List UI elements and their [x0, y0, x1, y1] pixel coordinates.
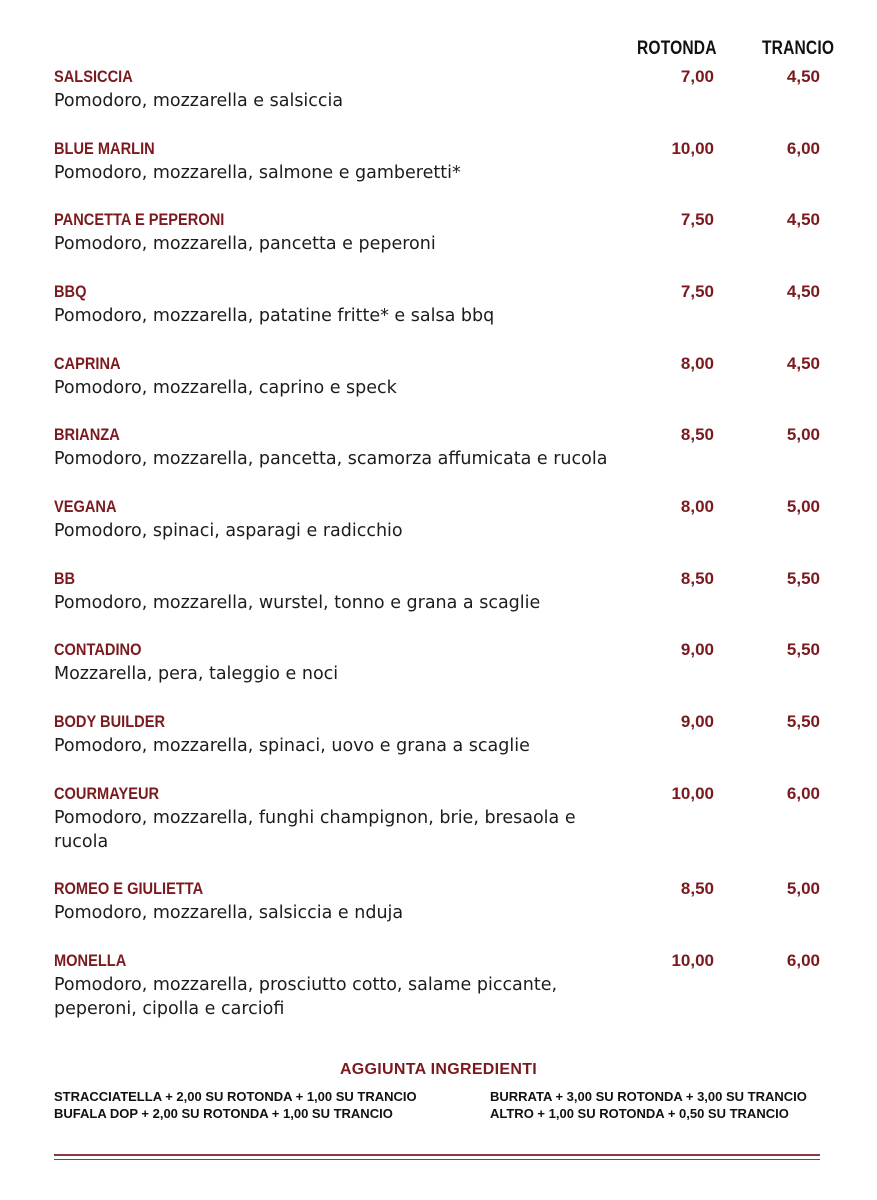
extra-line: BUFALA DOP + 2,00 SU ROTONDA + 1,00 SU TRANCIO [54, 1106, 393, 1121]
item-description: Pomodoro, mozzarella, spinaci, uovo e grana a scaglie [54, 736, 530, 756]
price-trancio: 5,50 [786, 640, 820, 659]
extra-line: BURRATA + 3,00 SU ROTONDA + 3,00 SU TRANCIO [490, 1089, 807, 1104]
extra-line: ALTRO + 1,00 SU ROTONDA + 0,50 SU TRANCIO [490, 1106, 789, 1121]
price-rotonda: 10,00 [671, 784, 714, 803]
item-name: VEGANA [54, 497, 117, 516]
price-trancio: 5,50 [786, 712, 820, 731]
item-description: Pomodoro, mozzarella e salsiccia [54, 91, 344, 111]
footer-divider [54, 1159, 820, 1160]
extras-left [54, 1088, 417, 1122]
price-rotonda: 8,50 [680, 569, 714, 588]
menu-item [54, 712, 844, 758]
item-name: PANCETTA E PEPERONI [54, 210, 225, 229]
menu-item [54, 210, 844, 256]
menu-item [54, 282, 844, 328]
price-trancio: 6,00 [786, 951, 820, 970]
extras-right [490, 1088, 807, 1122]
price-trancio: 5,50 [786, 569, 820, 588]
item-description: Pomodoro, mozzarella, pancetta e peperoni [54, 234, 436, 254]
price-trancio: 5,00 [786, 497, 820, 516]
menu-item [54, 640, 844, 686]
menu-item [54, 67, 844, 113]
menu-item [54, 139, 844, 185]
menu-item [54, 569, 844, 615]
price-rotonda: 7,00 [680, 67, 714, 86]
item-description: Pomodoro, mozzarella, salmone e gamberetti* [54, 163, 461, 183]
price-trancio: 5,00 [786, 425, 820, 444]
item-name: BB [54, 569, 76, 588]
menu-item [54, 425, 844, 471]
item-name: ROMEO E GIULIETTA [54, 879, 204, 898]
menu-item [54, 879, 844, 925]
price-rotonda: 10,00 [671, 139, 714, 158]
price-trancio: 4,50 [786, 282, 820, 301]
item-description: Pomodoro, mozzarella, salsiccia e nduja [54, 903, 404, 923]
extra-line: STRACCIATELLA + 2,00 SU ROTONDA + 1,00 SU TRANCIO [54, 1089, 417, 1104]
item-description: Pomodoro, spinaci, asparagi e radicchio [54, 521, 403, 541]
price-rotonda: 8,00 [680, 354, 714, 373]
menu-item [54, 497, 844, 543]
menu-item [54, 951, 844, 1021]
item-name: CAPRINA [54, 354, 121, 373]
price-rotonda: 8,50 [680, 879, 714, 898]
item-name: COURMAYEUR [54, 784, 160, 803]
price-rotonda: 7,50 [680, 282, 714, 301]
item-name: BODY BUILDER [54, 712, 166, 731]
item-description: Pomodoro, mozzarella, caprino e speck [54, 378, 397, 398]
item-name: CONTADINO [54, 640, 142, 659]
price-rotonda: 9,00 [680, 712, 714, 731]
item-name: BLUE MARLIN [54, 139, 155, 158]
item-description: Pomodoro, mozzarella, wurstel, tonno e grana a scaglie [54, 593, 541, 613]
price-rotonda: 10,00 [671, 951, 714, 970]
item-description: Pomodoro, mozzarella, patatine fritte* e salsa bbq [54, 306, 495, 326]
item-name: BRIANZA [54, 425, 120, 444]
item-description: Pomodoro, mozzarella, pancetta, scamorza affumicata e rucola [54, 449, 608, 469]
price-rotonda: 9,00 [680, 640, 714, 659]
item-description: Pomodoro, mozzarella, funghi champignon, brie, bresaola e rucola [54, 808, 576, 852]
price-trancio: 4,50 [786, 354, 820, 373]
price-trancio: 5,00 [786, 879, 820, 898]
item-description: Pomodoro, mozzarella, prosciutto cotto, salame piccante, peperoni, cipolla e carciofi [54, 975, 558, 1019]
menu-item [54, 784, 844, 854]
price-rotonda: 7,50 [680, 210, 714, 229]
price-trancio: 6,00 [786, 139, 820, 158]
footer-divider [54, 1154, 820, 1156]
item-description: Mozzarella, pera, taleggio e noci [54, 664, 339, 684]
header-rotonda: ROTONDA [637, 38, 717, 59]
item-name: BBQ [54, 282, 87, 301]
menu-item [54, 354, 844, 400]
extras-title: AGGIUNTA INGREDIENTI [339, 1061, 538, 1078]
price-trancio: 6,00 [786, 784, 820, 803]
item-name: MONELLA [54, 951, 127, 970]
price-rotonda: 8,50 [680, 425, 714, 444]
item-name: SALSICCIA [54, 67, 133, 86]
header-trancio: TRANCIO [762, 38, 835, 59]
price-trancio: 4,50 [786, 67, 820, 86]
price-rotonda: 8,00 [680, 497, 714, 516]
price-trancio: 4,50 [786, 210, 820, 229]
